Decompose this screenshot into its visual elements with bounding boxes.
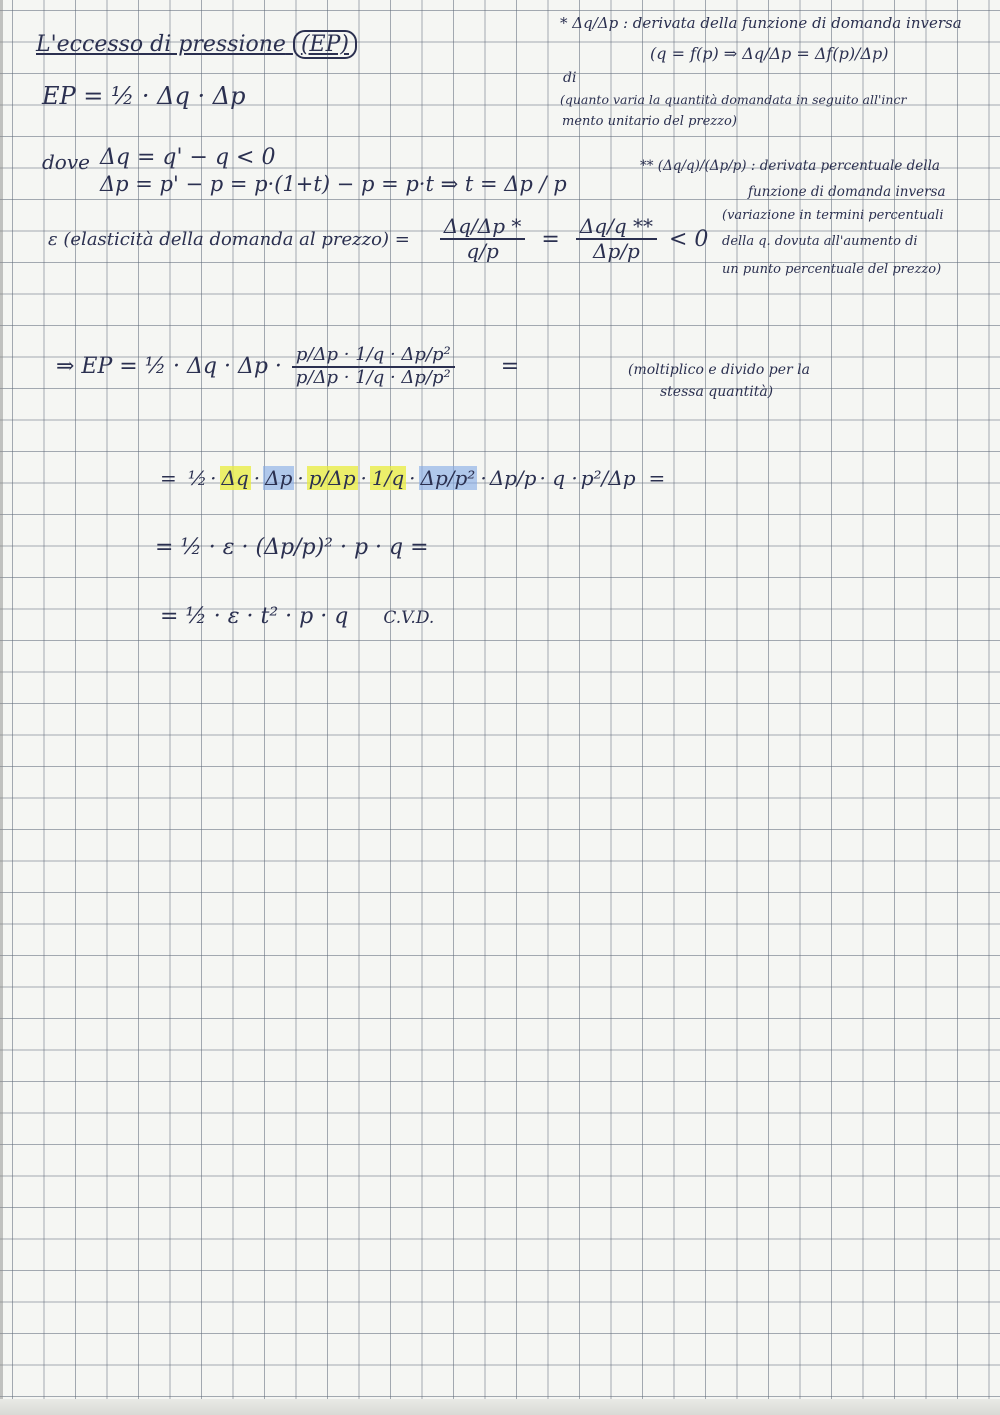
step2-part-2: Δq — [221, 466, 249, 490]
elasticity-row: ε (elasticità della domanda al prezzo) = $\frac{\Delta q/\Delta p *}{q/p}$ = $\frac{\Delta q/q **}{\Delta p/p}$ < 0 — [48, 214, 709, 263]
elasticity-fraction-2 — [576, 215, 657, 263]
step2-part-14: p²/Δp — [580, 466, 636, 490]
dove-label: dove — [42, 150, 90, 174]
cvd-mark: C.V.D. — [383, 608, 435, 628]
step2-part-5: · — [297, 466, 304, 490]
note1-di: di — [563, 70, 577, 86]
step1-note2: stessa quantità) — [660, 384, 774, 400]
page-title: L'eccesso di pressione (EP) — [36, 32, 357, 57]
note1-sub: (q = f(p) ⇒ Δq/Δp = Δf(p)/Δp) — [650, 44, 889, 63]
elasticity-frac1-num: Δq/Δp * — [440, 215, 526, 240]
note2-head: ** (Δq/q)/(Δp/p) : derivata percentuale della — [640, 158, 940, 174]
elasticity-frac1-den: q/p — [466, 239, 499, 263]
step2-part-9: · — [409, 466, 416, 490]
step2-part-6: p/Δp — [308, 466, 356, 490]
dove-line2: Δp = p' − p = p·(1+t) − p = p·t ⇒ t = Δp / p — [100, 172, 567, 196]
step2-part-8: 1/q — [371, 466, 405, 490]
step1-note1: (moltiplico e divido per la — [628, 362, 810, 378]
elasticity-label: ε (elasticità della domanda al prezzo) = — [48, 228, 410, 250]
step2-part-4: Δp — [265, 466, 293, 490]
note2-text2: (variazione in termini percentuali — [722, 208, 944, 223]
note1-text2: mento unitario del prezzo) — [562, 114, 737, 129]
elasticity-frac2-num: Δq/q ** — [576, 215, 657, 240]
note1-text1: (quanto varia la quantità domandata in seguito all'incr — [560, 92, 907, 107]
elasticity-frac2-den: Δp/p — [593, 239, 640, 263]
step1-lhs: ⇒ EP = ½ · Δq · Δp · — [56, 354, 282, 380]
page-edge — [0, 0, 3, 1415]
derivation-step-2 — [160, 466, 665, 490]
step2-part-13: · q · — [539, 466, 578, 490]
step2-part-3: · — [253, 466, 261, 490]
step2-part-12: Δp/p — [489, 466, 537, 490]
elasticity-tail: < 0 — [668, 226, 709, 252]
derivation-step-4 — [160, 604, 434, 629]
step2-part-1: · — [210, 466, 217, 490]
note2-text4: un punto percentuale del prezzo) — [722, 262, 942, 277]
note1-head: * Δq/Δp : derivata della funzione di domanda inversa — [560, 14, 962, 32]
derivation-step-3: = ½ · ε · (Δp/p)² · p · q = — [155, 535, 429, 560]
step2-part-0: ½ — [187, 466, 208, 490]
dove-line1: Δq = q' − q < 0 — [100, 145, 276, 170]
step1-eq: = — [500, 354, 520, 380]
page-bottom-edge — [0, 1399, 1000, 1415]
formula-ep: EP = ½ · Δq · Δp — [42, 82, 246, 110]
step2-part-11: · — [480, 466, 487, 490]
step1-num: p/Δp · 1/q · Δp/p² — [292, 345, 455, 368]
note2-text3: della q. dovuta all'aumento di — [722, 234, 918, 249]
elasticity-fraction-1 — [440, 215, 526, 263]
step2-part-7: · — [360, 466, 367, 490]
step2-part-15: = — [648, 466, 666, 490]
step1-fraction — [292, 345, 455, 388]
step4-expr: = ½ · ε · t² · p · q — [160, 604, 349, 629]
step2-eq: = — [160, 466, 177, 490]
note2-text1: funzione di domanda inversa — [748, 184, 946, 200]
derivation-step-1 — [56, 345, 519, 388]
step1-den: p/Δp · 1/q · Δp/p² — [295, 366, 451, 388]
title-abbrev: (EP) — [293, 30, 357, 59]
step2-part-10: Δp/p² — [420, 466, 476, 490]
